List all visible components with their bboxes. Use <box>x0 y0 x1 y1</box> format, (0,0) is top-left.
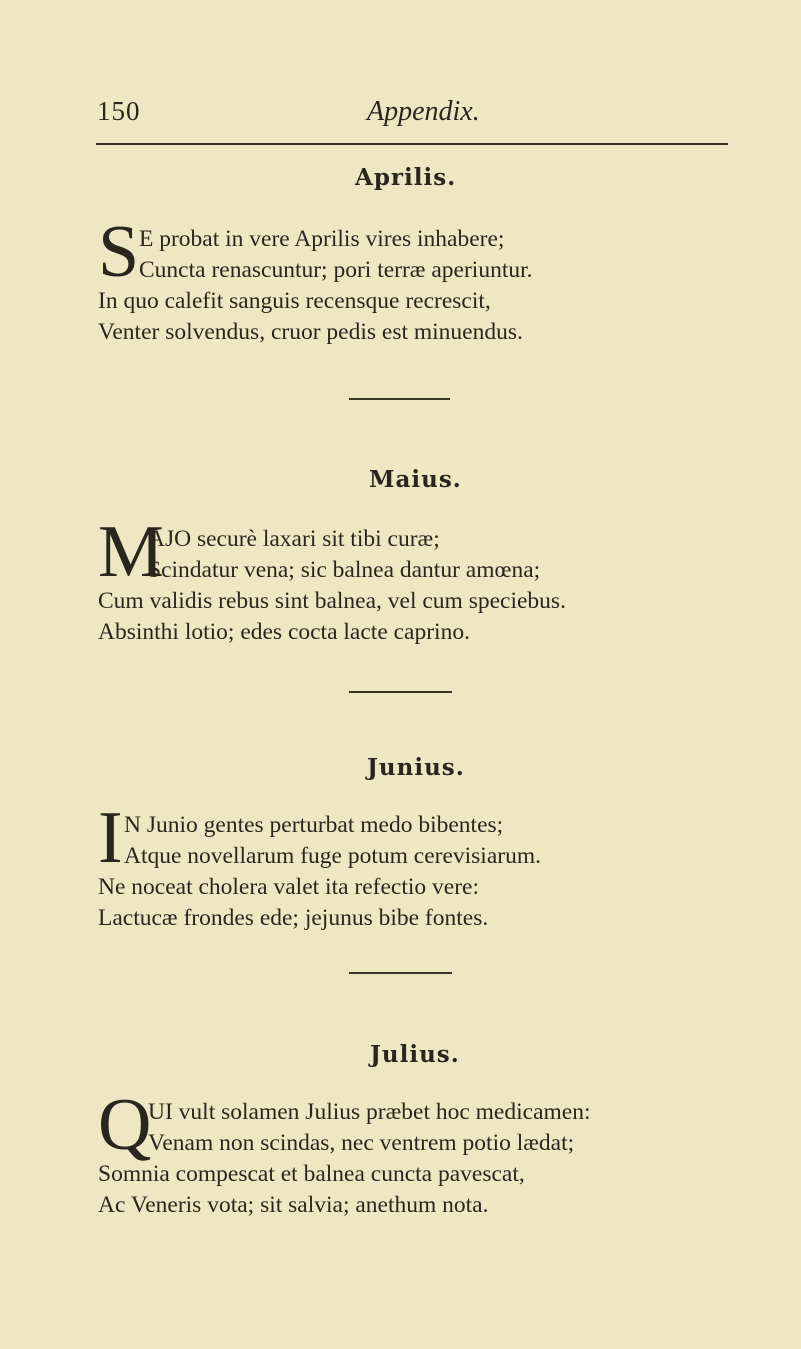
month-title-julius: Julius. <box>370 1041 460 1068</box>
month-title-maius: Maius. <box>369 466 462 493</box>
verse-line: Scindatur vena; sic balnea dantur amœna; <box>148 557 541 583</box>
running-title: Appendix. <box>367 96 480 127</box>
verse-line: Venter solvendus, cruor pedis est minuendus. <box>98 319 523 345</box>
verse-line: AJO securè laxari sit tibi curæ; <box>148 526 440 552</box>
verse-line: Somnia compescat et balnea cuncta pavescat, <box>98 1161 525 1187</box>
verse-line: E probat in vere Aprilis vires inhabere; <box>139 226 505 252</box>
verse-line: In quo calefit sanguis recensque recrescit, <box>98 288 491 314</box>
month-title-junius: Junius. <box>367 754 465 781</box>
verse-line: Cum validis rebus sint balnea, vel cum speciebus. <box>98 588 566 614</box>
verse-line: N Junio gentes perturbat medo bibentes; <box>124 812 504 838</box>
dropcap: S <box>98 211 140 293</box>
header-rule <box>96 143 728 145</box>
verse-line: Venam non scindas, nec ventrem potio lædat; <box>148 1130 575 1156</box>
section-divider <box>349 972 452 974</box>
verse-line: Lactucæ frondes ede; jejunus bibe fontes. <box>98 905 489 931</box>
page-number: 150 <box>97 96 141 126</box>
dropcap: Q <box>98 1084 152 1166</box>
verse-line: UI vult solamen Julius præbet hoc medicamen: <box>148 1099 591 1125</box>
section-divider <box>349 691 452 693</box>
dropcap: M <box>98 511 164 593</box>
verse-line: Ne noceat cholera valet ita refectio vere: <box>98 874 479 900</box>
verse-line: Ac Veneris vota; sit salvia; anethum nota. <box>98 1192 489 1218</box>
verse-line: Atque novellarum fuge potum cerevisiarum. <box>124 843 541 869</box>
verse-line: Absinthi lotio; edes cocta lacte caprino. <box>98 619 470 645</box>
month-title-aprilis: Aprilis. <box>355 164 457 191</box>
section-divider <box>349 398 450 400</box>
running-head <box>0 96 801 136</box>
dropcap: I <box>98 797 123 879</box>
verse-line: Cuncta renascuntur; pori terræ aperiuntur. <box>139 257 533 283</box>
